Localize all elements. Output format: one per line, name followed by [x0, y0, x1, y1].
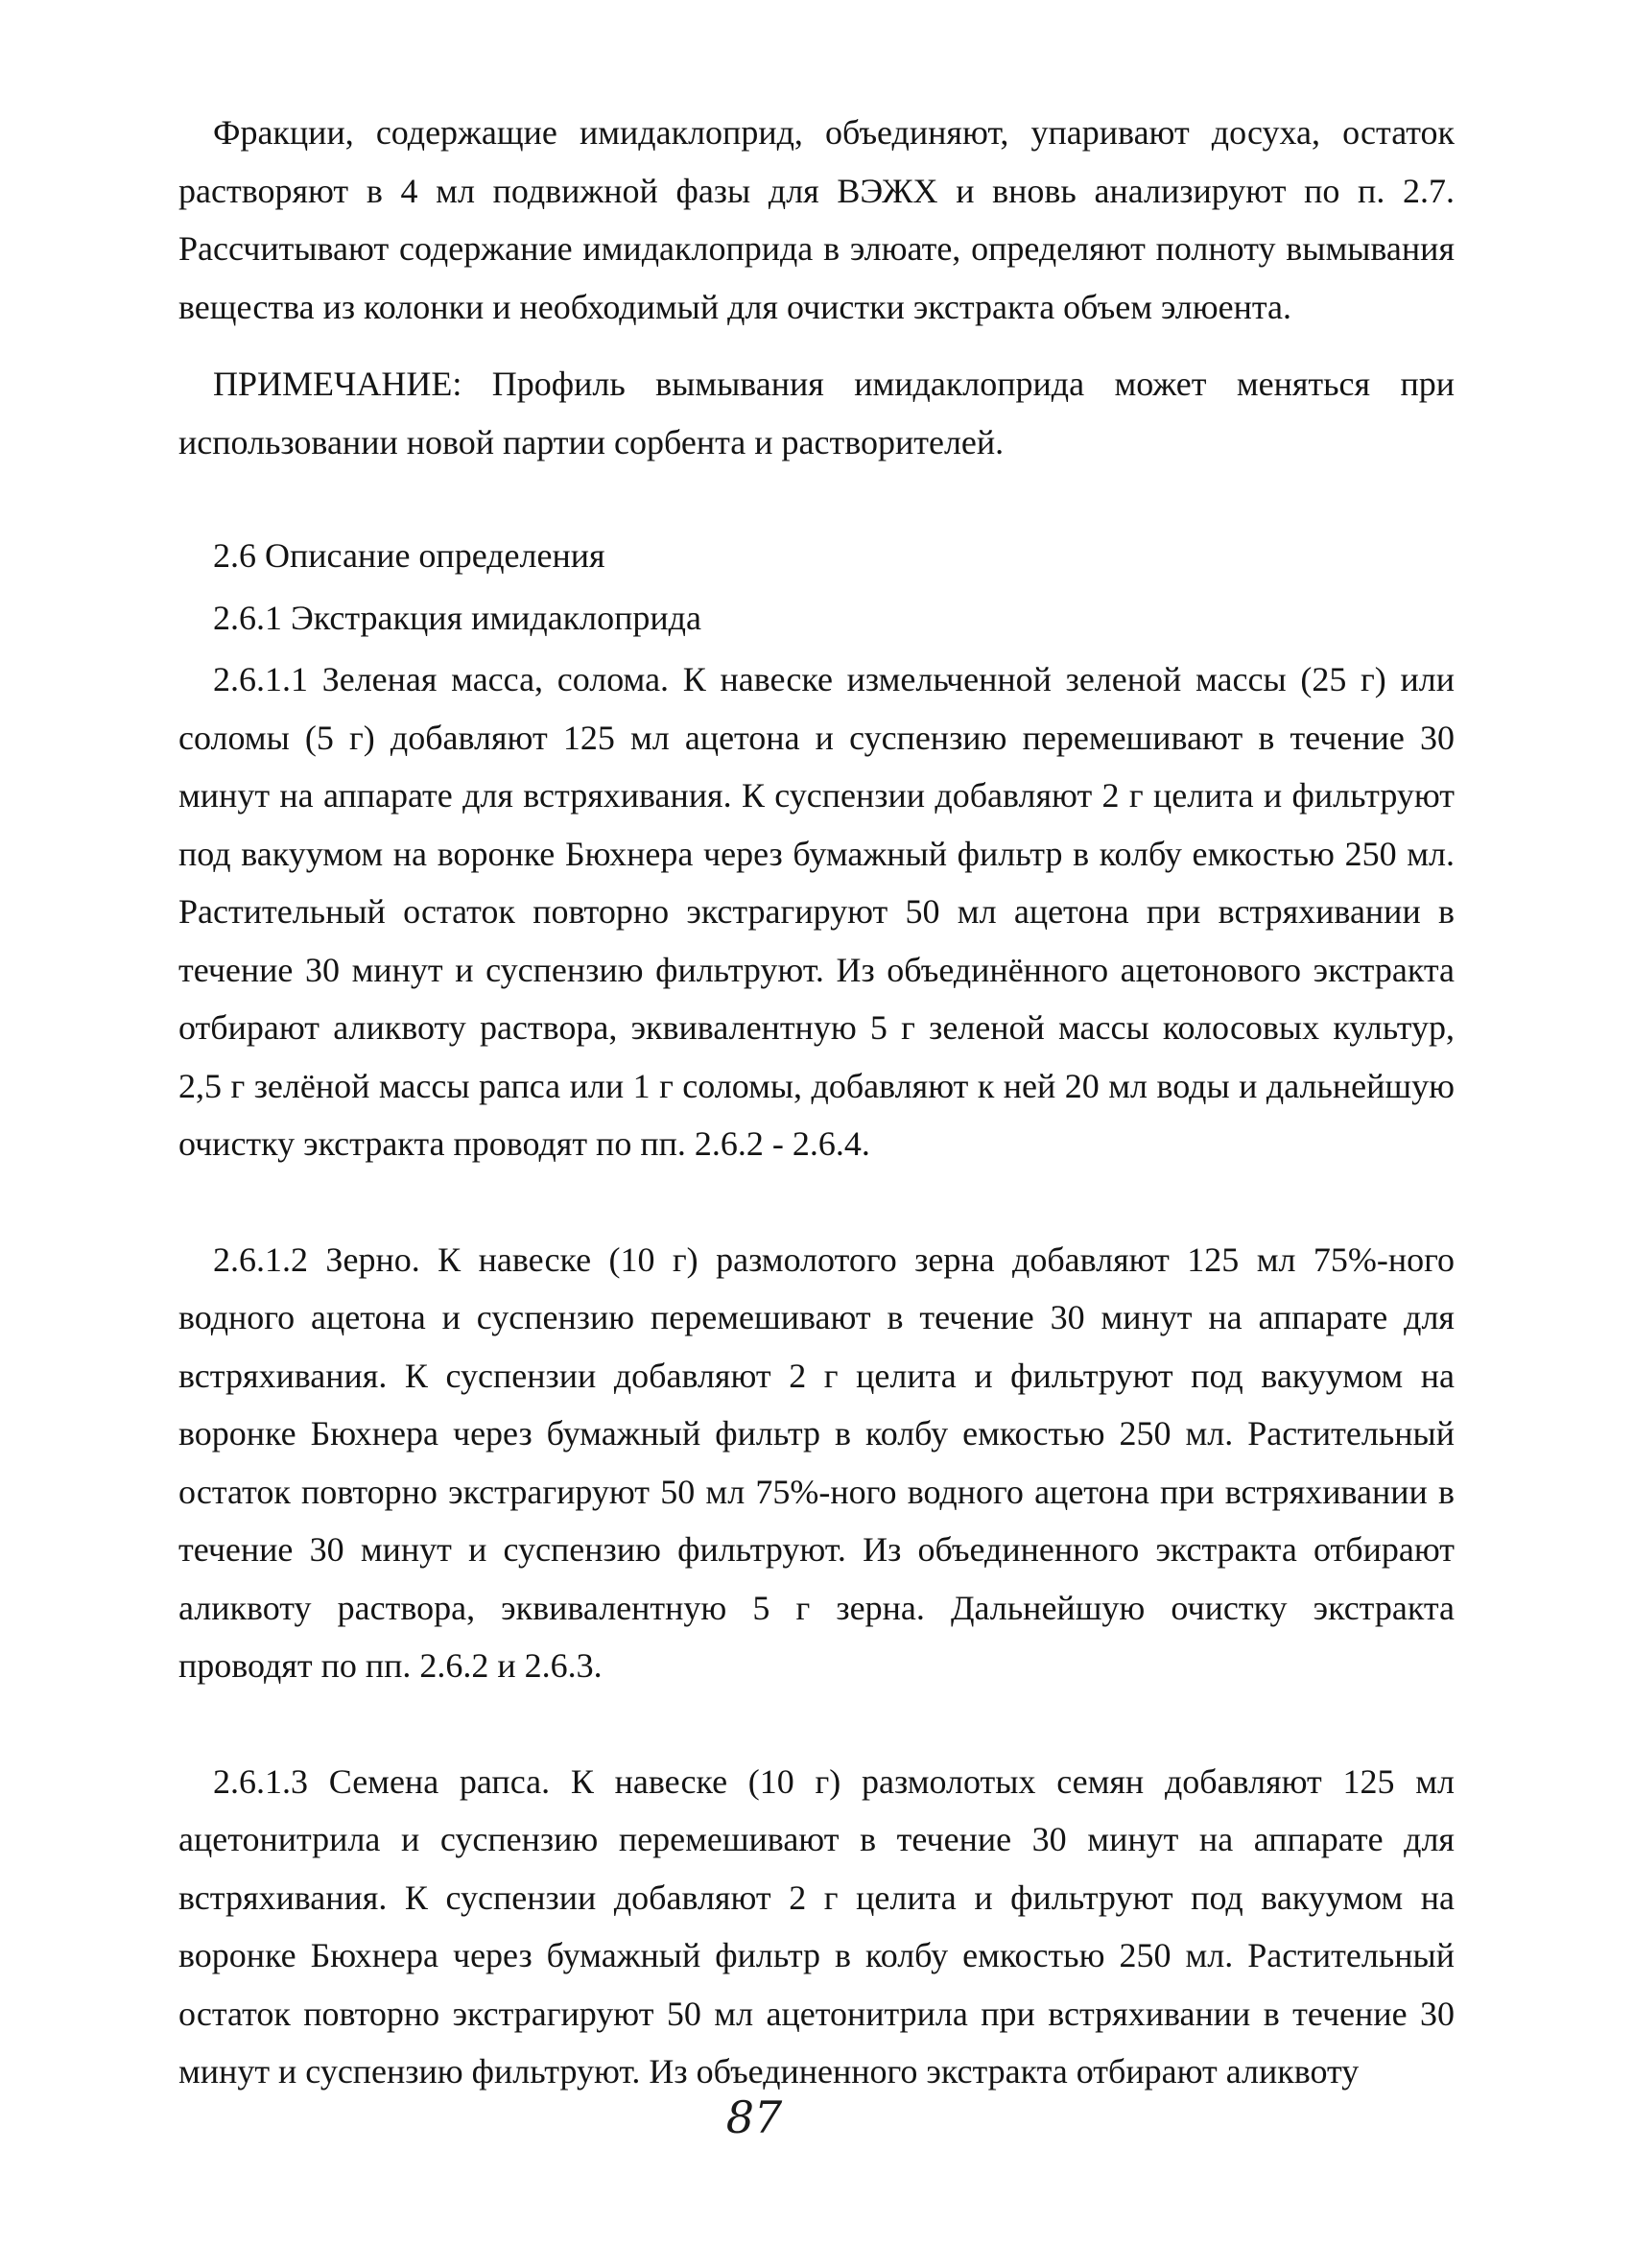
paragraph-2-6-1-1: 2.6.1.1 Зеленая масса, солома. К навеске измельченной зеленой массы (25 г) или соломы (5 г) добавляют 125 мл ацетона и суспензию перемешивают в течение 30 минут на аппарате для встряхивания. К суспензии добавляют 2 г целита и фильтруют под вакуумом на воронке Бюхнера через бумажный фильтр в колбу емкостью 250 мл. Растительный остаток повторно экстрагируют 50 мл ацетона при встряхивании в течение 30 минут и суспензию фильтруют. Из объединённого ацетонового экстракта отбирают аликвоту раствора, эквивалентную 5 г зеленой массы колосовых культур, 2,5 г зелёной массы рапса или 1 г соломы, добавляют к ней 20 мл воды и дальнейшую очистку экстракта проводят по пп. 2.6.2 - 2.6.4.: [178, 660, 1455, 1163]
paragraph-2-6-1-2: 2.6.1.2 Зерно. К навеске (10 г) размолотого зерна добавляют 125 мл 75%-ного водного ацетона и суспензию перемешивают в течение 30 минут на аппарате для встряхивания. К суспензии добавляют 2 г целита и фильтруют под вакуумом на воронке Бюхнера через бумажный фильтр в колбу емкостью 250 мл. Растительный остаток повторно экстрагируют 50 мл 75%-ного водного ацетона при встряхивании в течение 30 минут и суспензию фильтруют. Из объединенного экстракта отбирают аликвоту раствора, эквивалентную 5 г зерна. Дальнейшую очистку экстракта проводят по пп. 2.6.2 и 2.6.3.: [178, 1240, 1455, 1685]
document-page: [178, 104, 1455, 2101]
section-heading-2-6-1: 2.6.1 Экстракция имидаклоприда: [213, 598, 701, 637]
paragraph-2-6-1-3: 2.6.1.3 Семена рапса. К навеске (10 г) размолотых семян добавляют 125 мл ацетонитрила и суспензию перемешивают в течение 30 минут на аппарате для встряхивания. К суспензии добавляют 2 г целита и фильтруют под вакуумом на воронке Бюхнера через бумажный фильтр в колбу емкостью 250 мл. Растительный остаток повторно экстрагируют 50 мл ацетонитрила при встряхивании в течение 30 минут и суспензию фильтруют. Из объединенного экстракта отбирают аликвоту: [178, 1761, 1455, 2091]
note-paragraph: ПРИМЕЧАНИЕ: Профиль вымывания имидаклоприда может меняться при использовании новой партии сорбента и растворителей.: [178, 365, 1455, 461]
paragraph-fractions: Фракции, содержащие имидаклоприд, объединяют, упаривают досуха, остаток растворяют в 4 мл подвижной фазы для ВЭЖХ и вновь анализируют по п. 2.7. Рассчитывают содержание имидаклоприда в элюате, определяют полноту вымывания вещества из колонки и необходимый для очистки экстракта объем элюента.: [178, 113, 1455, 326]
page-number: 87: [725, 2091, 783, 2143]
section-heading-2-6: 2.6 Описание определения: [213, 536, 605, 575]
